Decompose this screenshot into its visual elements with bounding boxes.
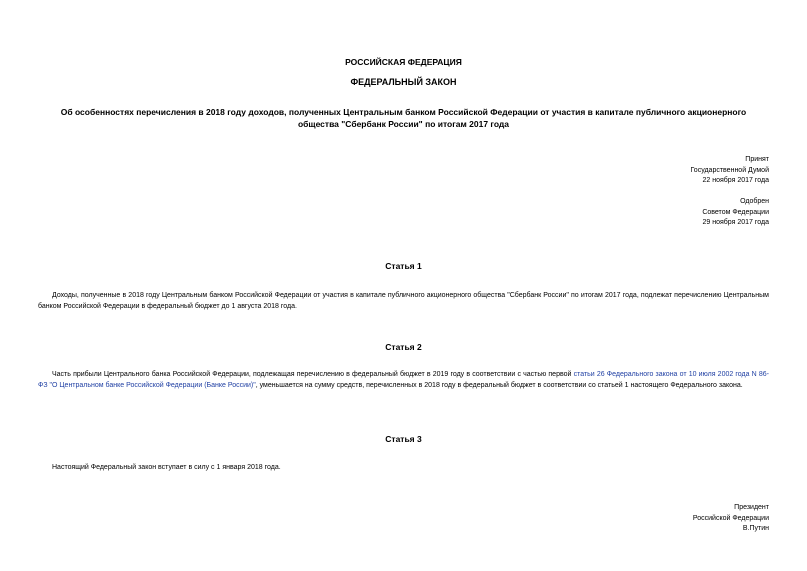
article-1-heading: Статья 1	[385, 261, 422, 271]
law-type-heading: ФЕДЕРАЛЬНЫЙ ЗАКОН	[350, 77, 457, 87]
law-title-line-1: Об особенностях перечисления в 2018 году доходов, полученных Центральным банком Российской Федерации от участия в капитале публичного акционерного	[60, 107, 747, 117]
article-1-text: Доходы, полученные в 2018 году Центральным банком Российской Федерации от участия в капитале публичного акционерного общества "Сбербанк России" по итогам 2017 года, подлежат перечислению Центральным банком Российской Федерации в федеральный бюджет до 1 августа 2018 года.	[38, 292, 769, 310]
law-title	[0, 106, 807, 130]
article-3-heading: Статья 3	[385, 434, 422, 444]
signature-position: Президент	[734, 504, 769, 511]
article-2-text-before: Часть прибыли Центрального банка Российской Федерации, подлежащая перечислению в федеральный бюджет в 2019 году в соответствии с частью первой	[52, 371, 574, 378]
adopted-date: 22 ноября 2017 года	[702, 177, 769, 184]
signature-country: Российской Федерации	[692, 514, 769, 522]
article-2-heading: Статья 2	[385, 342, 422, 352]
article-2-text	[38, 369, 769, 391]
signature-name: В.Путин	[742, 525, 769, 532]
adoption-block	[690, 155, 769, 187]
approval-block	[702, 197, 769, 229]
approved-label: Одобрен	[740, 198, 769, 205]
article-2-text-after: , уменьшается на сумму средств, перечисленных в 2018 году в федеральный бюджет в соответствии со статьей 1 настоящего Федерального закона.	[255, 382, 743, 389]
adopted-by: Государственной Думой	[690, 166, 769, 174]
signature-block	[693, 503, 769, 535]
law-title-line-2: общества "Сбербанк России" по итогам 2017 года	[297, 119, 510, 129]
adopted-label: Принят	[745, 156, 769, 163]
federal-law-link[interactable]: статьи 26 Федерального закона от 10 июля 2002 года N 86-ФЗ "О Центральном банке Российской Федерации (Банке России)"	[38, 371, 769, 389]
article-3-text: Настоящий Федеральный закон вступает в силу с 1 января 2018 года.	[52, 464, 281, 471]
country-heading: РОССИЙСКАЯ ФЕДЕРАЦИЯ	[345, 57, 462, 67]
approved-by: Советом Федерации	[702, 208, 769, 216]
approved-date: 29 ноября 2017 года	[702, 219, 769, 226]
